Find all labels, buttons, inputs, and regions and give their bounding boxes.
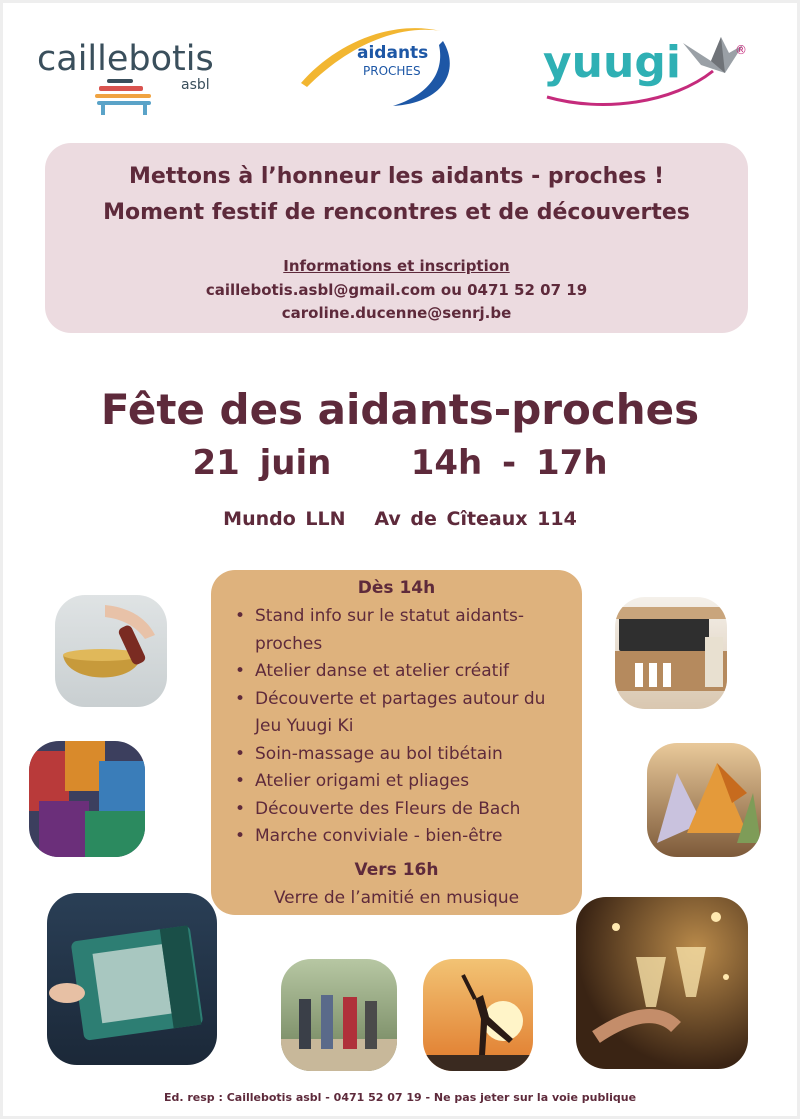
fabric-icon <box>29 741 145 857</box>
event-date: 21 juin <box>192 443 332 483</box>
program-later-item: Verre de l’amitié en musique <box>273 888 520 908</box>
bench-icon <box>93 77 157 117</box>
champagne-glasses-icon <box>576 897 748 1069</box>
bach-flowers-photo <box>615 597 727 709</box>
dance-photo <box>423 959 533 1071</box>
program-later-label: Vers 16h <box>354 860 439 880</box>
program-start-label: Dès 14h <box>357 578 436 598</box>
program-item: • Découverte et partages autour du Jeu Yuugi Ki <box>231 686 576 741</box>
origami-icon <box>647 743 761 857</box>
caillebotis-logo-suffix: asbl <box>181 77 210 93</box>
fabric-photo <box>29 741 145 857</box>
origami-photo <box>647 743 761 857</box>
event-datetime <box>3 443 797 483</box>
aidants-logo-line1: aidants <box>357 43 429 63</box>
contact-line-2[interactable]: caroline.ducenne@senrj.be <box>281 304 512 322</box>
program-item: • Marche conviviale - bien-être <box>231 823 576 851</box>
accordion-icon <box>47 893 217 1065</box>
event-time: 14h - 17h <box>410 443 608 483</box>
yuugi-logo-name: yuugi <box>543 37 681 88</box>
dancer-icon <box>423 959 533 1071</box>
singing-bowl-icon <box>55 595 167 707</box>
footer-text: Ed. resp : Caillebotis asbl - 0471 52 07 19 - Ne pas jeter sur la voie publique <box>163 1091 637 1104</box>
bottles-icon <box>615 597 727 709</box>
toast-photo <box>576 897 748 1069</box>
info-title: Informations et inscription <box>283 257 510 275</box>
event-title: Fête des aidants-proches <box>100 385 700 434</box>
program-item: • Soin-massage au bol tibétain <box>231 741 576 769</box>
singing-bowl-photo <box>55 595 167 707</box>
program-box <box>211 570 582 915</box>
event-location <box>3 508 797 530</box>
registered-mark: ® <box>735 43 747 57</box>
contact-line-1[interactable]: caillebotis.asbl@gmail.com ou 0471 52 07 19 <box>205 281 588 299</box>
headline-1: Mettons à l’honneur les aidants - proches ! <box>128 164 664 189</box>
walkers-icon <box>281 959 397 1071</box>
program-item: • Atelier danse et atelier créatif <box>231 658 576 686</box>
program-item: • Découverte des Fleurs de Bach <box>231 796 576 824</box>
event-address: Av de Cîteaux 114 <box>374 508 577 530</box>
flyer-page <box>3 3 797 1116</box>
program-item: • Stand info sur le statut aidants-proches <box>231 603 576 658</box>
origami-crane-icon <box>543 31 753 109</box>
headline-2: Moment festif de rencontres et de découvertes <box>103 200 690 225</box>
accordion-photo <box>47 893 217 1065</box>
event-venue: Mundo LLN <box>223 508 346 530</box>
aidants-logo-line2: PROCHES <box>363 64 421 78</box>
walking-photo <box>281 959 397 1071</box>
caillebotis-logo-name: caillebotis <box>37 39 214 79</box>
info-box <box>45 143 748 333</box>
program-list <box>231 603 576 851</box>
program-item: • Atelier origami et pliages <box>231 768 576 796</box>
